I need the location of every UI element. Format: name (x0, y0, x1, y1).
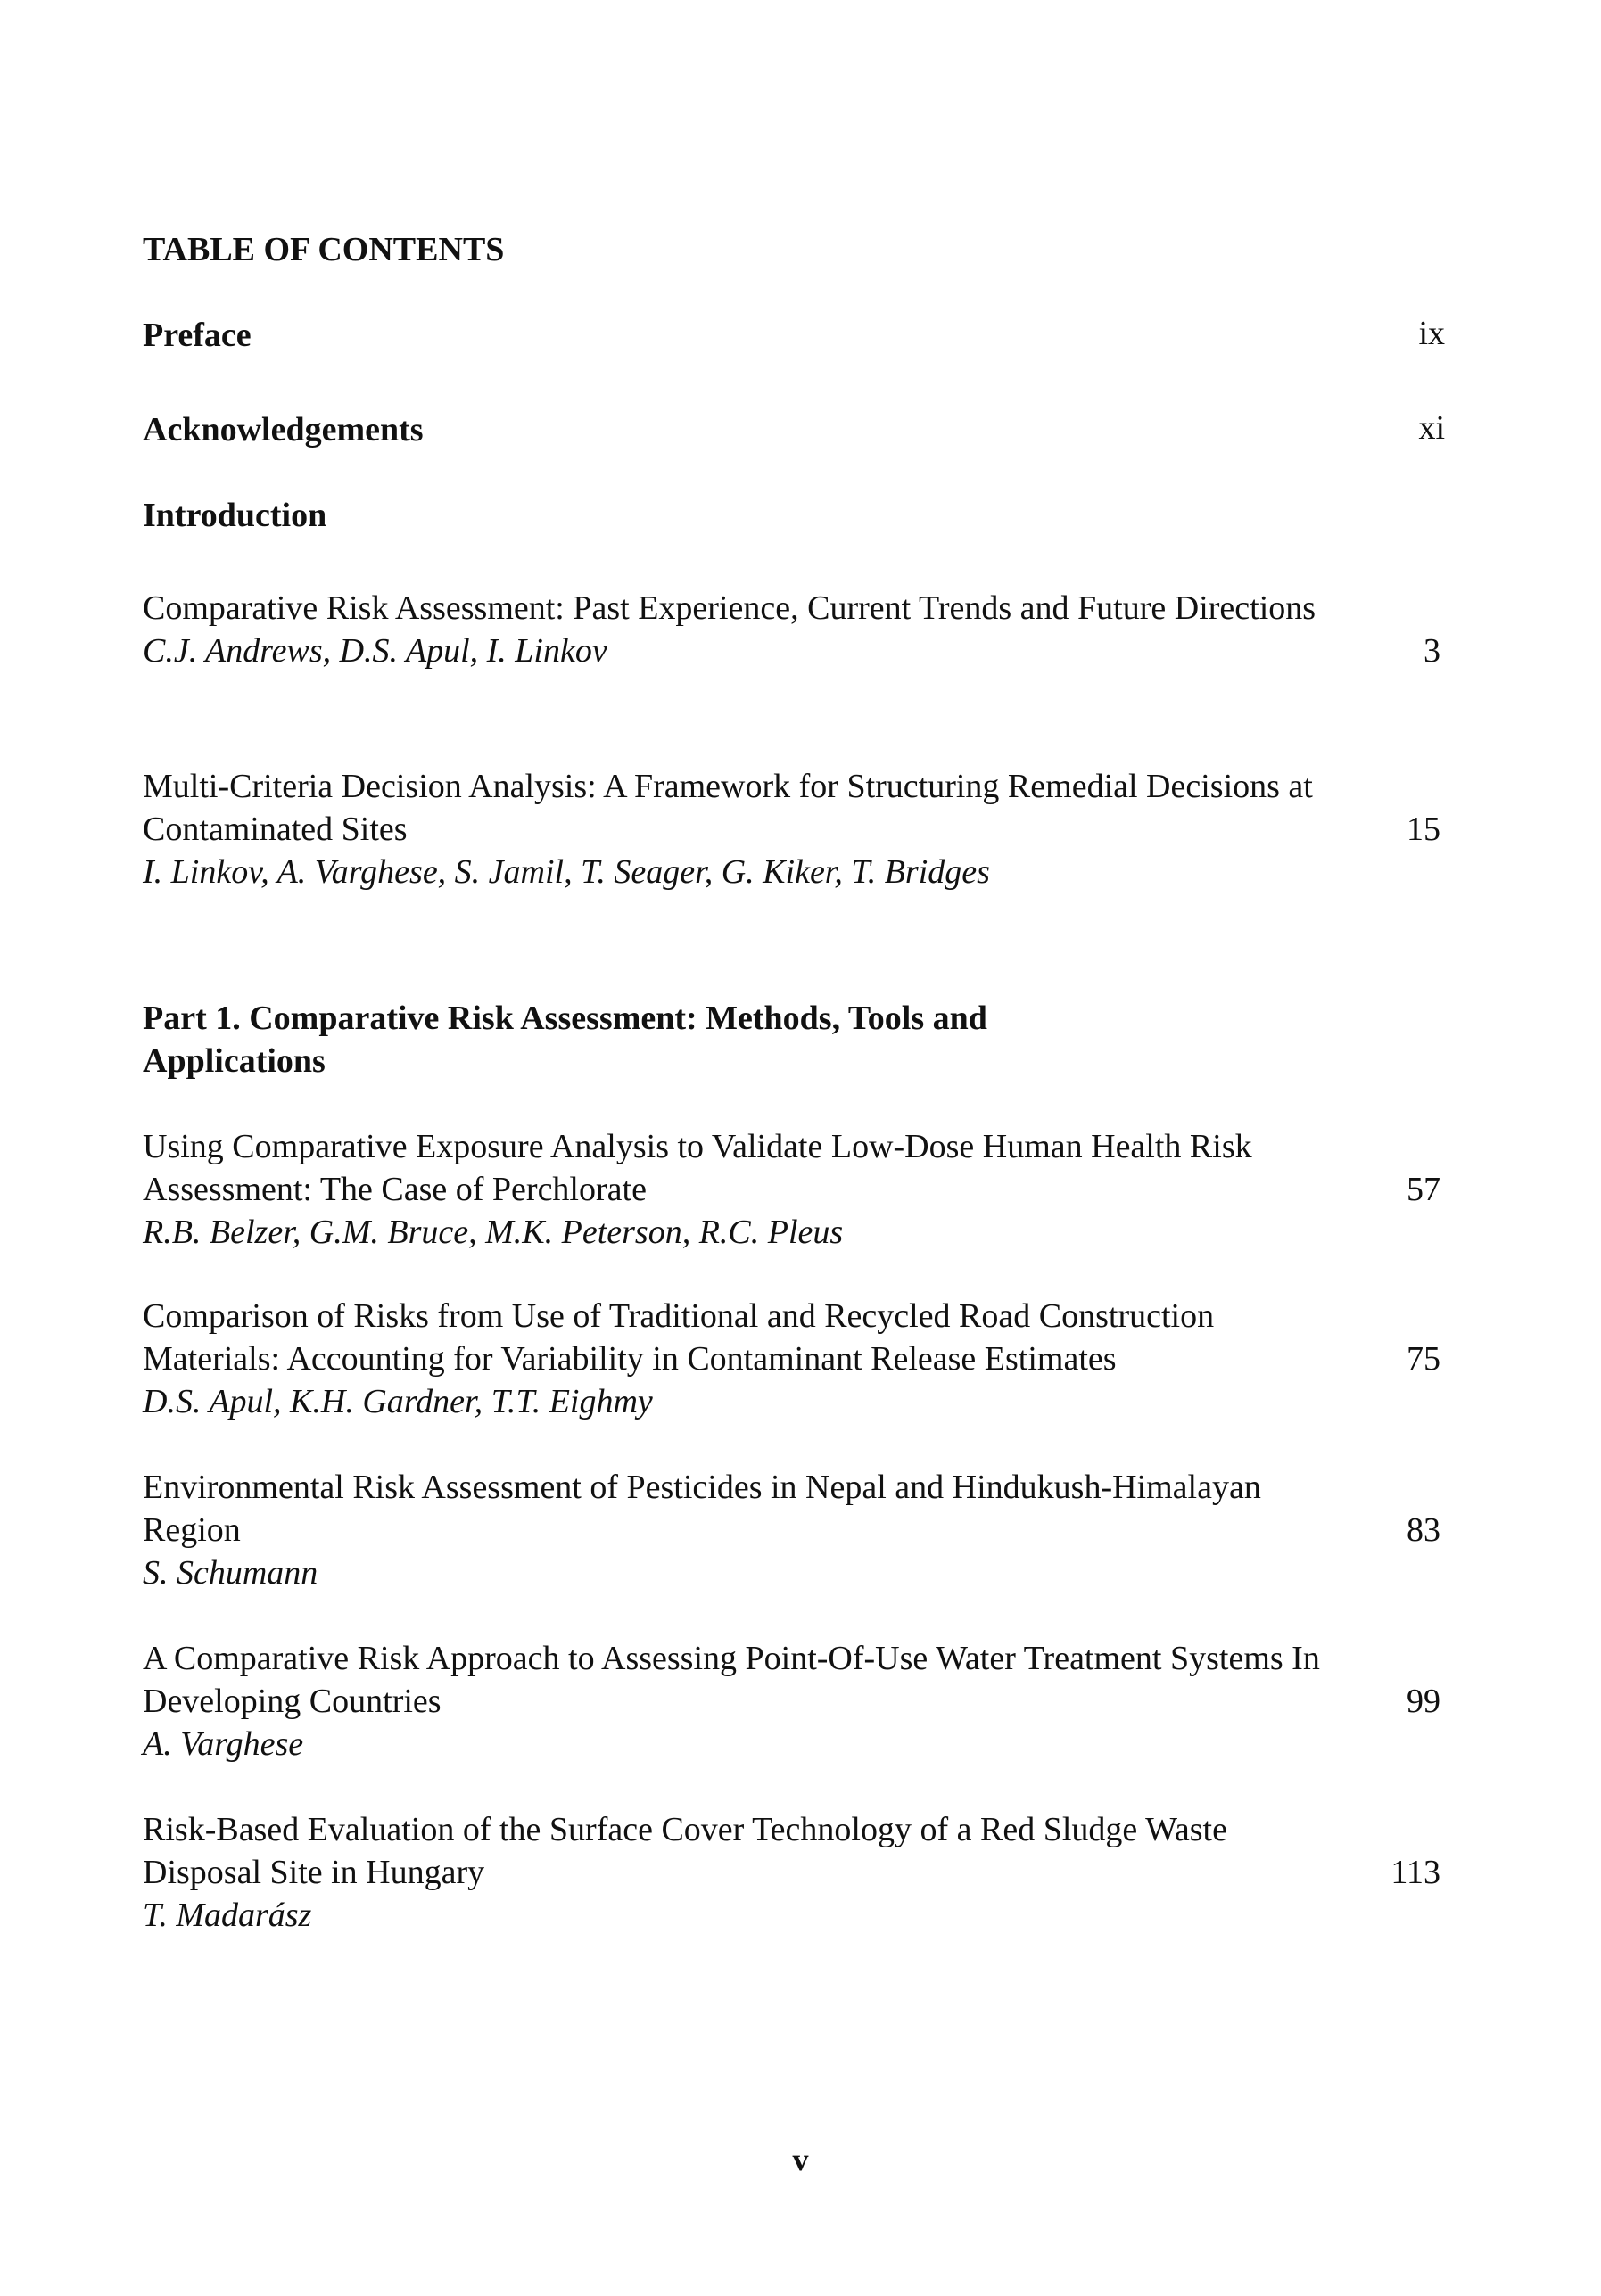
toc-entry (143, 1808, 1440, 1937)
part-1-heading: Part 1. Comparative Risk Assessment: Methods, Tools and Applications (143, 1000, 987, 1080)
toc-entry-title: Multi-Criteria Decision Analysis: A Framework for Structuring Remedial Decisions at Contaminated Sites (143, 768, 1313, 848)
toc-entry-page: 113 (1391, 1854, 1440, 1891)
toc-entry-authors: A. Varghese (143, 1725, 304, 1763)
toc-entry (143, 765, 1440, 893)
toc-entry-page: 83 (1407, 1511, 1440, 1549)
toc-entry-title: A Comparative Risk Approach to Assessing Point-Of-Use Water Treatment Systems In Developing Countries (143, 1640, 1320, 1720)
toc-entry-page: 3 (1424, 632, 1440, 670)
toc-entry-page: 75 (1407, 1340, 1440, 1378)
toc-entry (143, 1295, 1440, 1423)
toc-acknowledgements-page: xi (1418, 409, 1445, 447)
toc-entry (143, 1637, 1440, 1765)
toc-entry-authors: R.B. Belzer, G.M. Bruce, M.K. Peterson, R.C. Pleus (143, 1214, 844, 1251)
toc-entry-title: Comparative Risk Assessment: Past Experience, Current Trends and Future Directions (143, 589, 1316, 627)
toc-entry-authors: D.S. Apul, K.H. Gardner, T.T. Eighmy (143, 1383, 653, 1420)
toc-entry-page: 57 (1407, 1171, 1440, 1208)
toc-entry-authors: I. Linkov, A. Varghese, S. Jamil, T. Seager, G. Kiker, T. Bridges (143, 853, 990, 891)
toc-entry (143, 1466, 1440, 1594)
toc-preface-label: Preface (143, 317, 252, 354)
toc-entry-page: 99 (1407, 1683, 1440, 1720)
toc-entry (143, 587, 1440, 672)
toc-entry-authors: S. Schumann (143, 1554, 318, 1592)
toc-preface-page: ix (1418, 315, 1445, 352)
toc-title: TABLE OF CONTENTS (143, 231, 505, 268)
toc-entry-title: Environmental Risk Assessment of Pesticides in Nepal and Hindukush-Himalayan Region (143, 1469, 1261, 1549)
footer-page-number: v (792, 2142, 809, 2177)
toc-entry-title: Using Comparative Exposure Analysis to Validate Low-Dose Human Health Risk Assessment: The Case of Perchlorate (143, 1128, 1252, 1208)
toc-acknowledgements-label: Acknowledgements (143, 411, 424, 449)
toc-entry-authors: C.J. Andrews, D.S. Apul, I. Linkov (143, 632, 607, 670)
toc-entry (143, 1125, 1440, 1254)
toc-entry-title: Risk-Based Evaluation of the Surface Cover Technology of a Red Sludge Waste Disposal Site in Hungary (143, 1811, 1227, 1891)
toc-introduction-label: Introduction (143, 497, 327, 534)
toc-entry-title: Comparison of Risks from Use of Traditional and Recycled Road Construction Materials: Accounting for Variability in Contaminant Release Estimates (143, 1297, 1215, 1378)
toc-entry-authors: T. Madarász (143, 1897, 312, 1934)
toc-entry-page: 15 (1407, 811, 1440, 848)
